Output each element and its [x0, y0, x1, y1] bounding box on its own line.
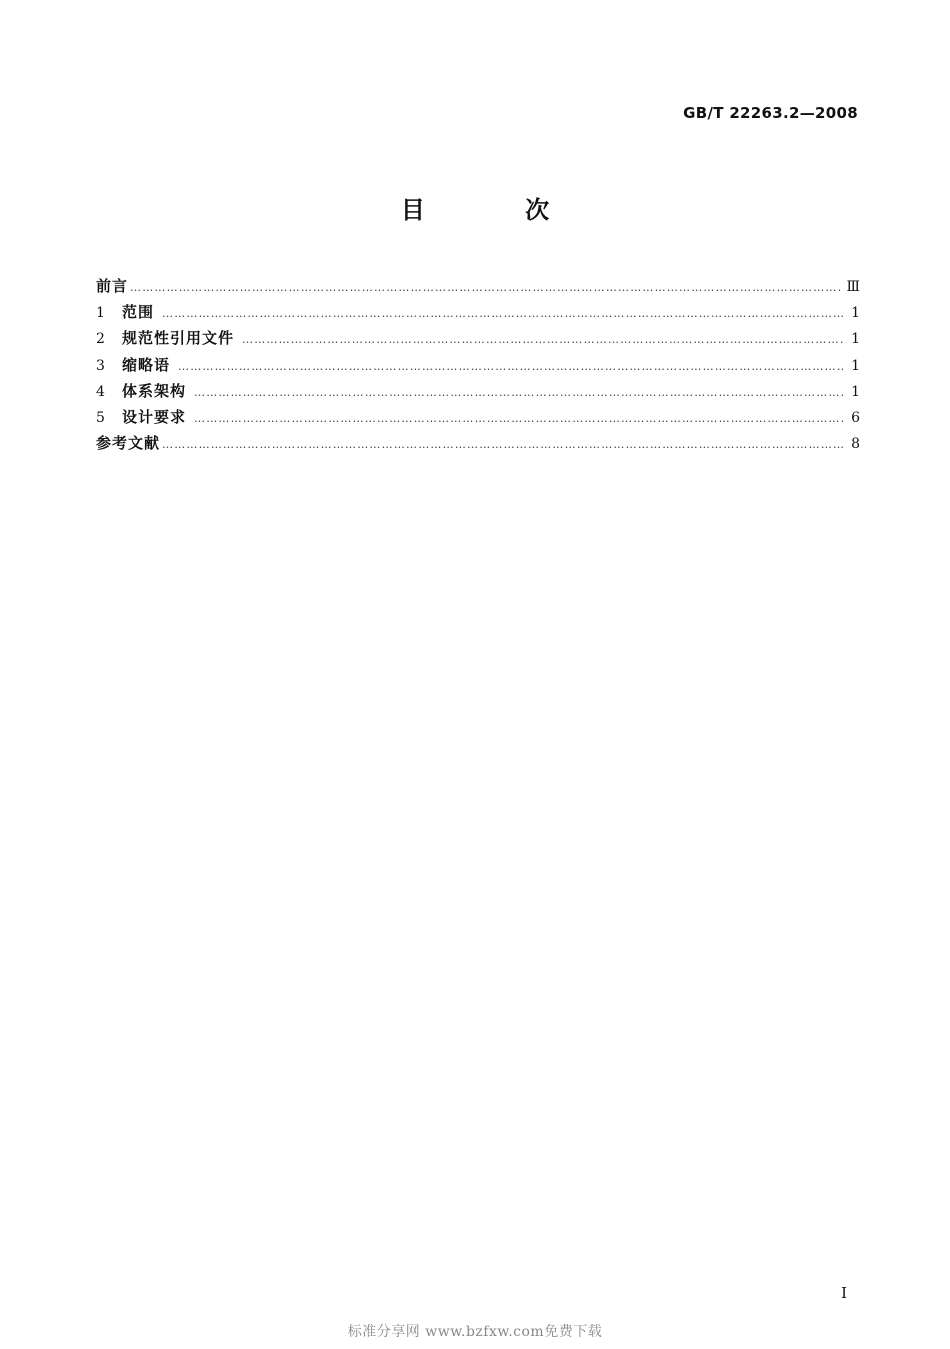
toc-leader-dots	[162, 301, 844, 327]
toc-entry-number: 1	[96, 305, 105, 322]
toc-entry-label: 体系架构	[122, 381, 187, 400]
toc-entry-number: 4	[96, 383, 105, 400]
toc-entry-page: 8	[851, 436, 860, 453]
page-title: 目 次	[400, 196, 596, 224]
toc-entry-number: 3	[96, 357, 105, 374]
toc-entry-number: 2	[96, 331, 105, 348]
toc-entry-design-requirements[interactable]	[96, 404, 860, 430]
toc-leader-dots	[194, 406, 844, 432]
toc-entry-architecture[interactable]	[96, 378, 860, 404]
toc-entry-abbreviations[interactable]	[96, 352, 860, 378]
toc-entry-foreword[interactable]	[96, 273, 860, 299]
toc-entry-number: 5	[96, 409, 105, 426]
toc-entry-bibliography[interactable]	[96, 430, 860, 456]
toc-entry-label: 缩略语	[122, 355, 171, 374]
toc-entry-label: 设计要求	[122, 407, 187, 426]
toc-entry-page: 1	[851, 357, 860, 374]
toc-leader-dots	[178, 354, 844, 380]
toc-entry-page: 1	[851, 383, 860, 400]
watermark-text: 标准分享网 www.bzfxw.com免费下载	[347, 1324, 603, 1340]
toc-entry-normative-references[interactable]	[96, 325, 860, 351]
toc-leader-dots	[130, 275, 840, 301]
table-of-contents	[96, 273, 860, 456]
toc-entry-scope[interactable]	[96, 299, 860, 325]
toc-entry-label: 前言	[96, 277, 129, 295]
toc-leader-dots	[242, 327, 844, 353]
toc-entry-page: 6	[851, 409, 860, 426]
standard-number: GB/T 22263.2—2008	[683, 104, 858, 122]
toc-leader-dots	[194, 380, 844, 406]
page-number: I	[841, 1284, 847, 1302]
toc-entry-label: 规范性引用文件	[122, 329, 235, 348]
toc-entry-label: 范围	[122, 303, 155, 322]
toc-leader-dots	[162, 432, 844, 458]
toc-entry-page: Ⅲ	[846, 279, 860, 295]
toc-entry-page: 1	[851, 305, 860, 322]
toc-entry-page: 1	[851, 331, 860, 348]
toc-entry-label: 参考文献	[96, 434, 161, 453]
